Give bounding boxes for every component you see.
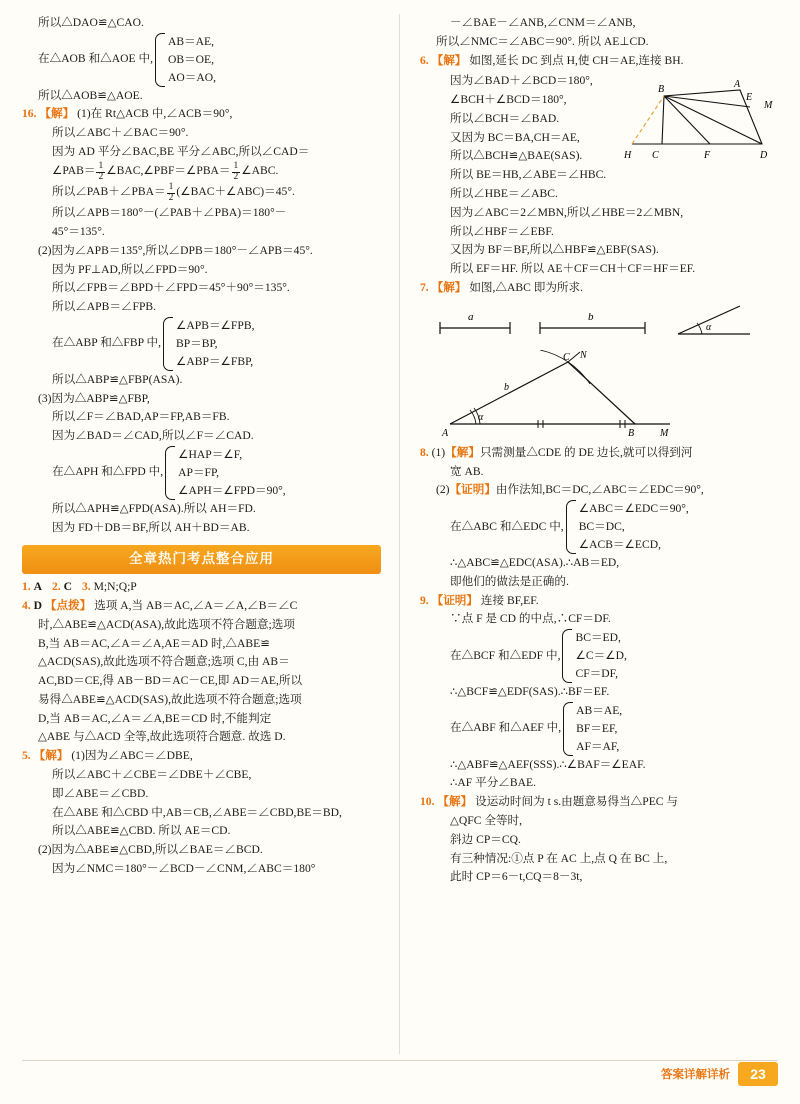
solution-tag: 【解】 bbox=[445, 445, 480, 459]
question-9 bbox=[420, 592, 778, 611]
text-line: AB＝AE, bbox=[576, 703, 623, 717]
text-line: 如图,△ABC 即为所求. bbox=[469, 280, 584, 294]
text-line: 所以∠NMC＝∠ABC＝90°. 所以 AE⊥CD. bbox=[436, 34, 649, 48]
footer-label: 答案详解详析 bbox=[661, 1069, 730, 1081]
text-line: 所以△ABP≌△FBP(ASA). bbox=[52, 372, 183, 386]
text-line: 易得△ABE≌△ACD(SAS),故此选项不符合题意;选项 bbox=[38, 692, 302, 706]
text-line: 所以△BCH≌△BAE(SAS). bbox=[450, 149, 583, 163]
left-brace bbox=[563, 702, 573, 756]
left-brace bbox=[562, 629, 572, 683]
brace-group bbox=[165, 446, 286, 500]
text-line: 所以∠ABC＋∠CBE＝∠DBE＋∠CBE, bbox=[52, 768, 252, 782]
answers-row bbox=[22, 578, 381, 597]
figure-q7-construction bbox=[420, 350, 760, 442]
text-line: (2)因为△ABE≌△CBD,所以∠BAE＝∠BCD. bbox=[38, 843, 263, 857]
text-line: 在△ABC 和△EDC 中, bbox=[450, 519, 564, 533]
left-brace bbox=[566, 500, 576, 554]
text-line: AP＝FP, bbox=[178, 465, 220, 479]
text-line: 所以△DAO≌△CAO. bbox=[38, 16, 144, 29]
system-line bbox=[420, 500, 778, 554]
text-line: ∠C＝∠D, bbox=[575, 649, 627, 663]
question-number: 7. bbox=[420, 280, 429, 294]
text-line: 所以∠F＝∠BAD,AP＝FP,AB＝FB. bbox=[52, 410, 230, 424]
answer-1: 1. A bbox=[22, 580, 42, 594]
text-line: 因为 FD＋DB＝BF,所以 AH＋BD＝AB. bbox=[52, 520, 250, 534]
text-line: －∠BAE－∠ANB,∠CNM＝∠ANB, bbox=[450, 16, 636, 29]
text-line: AF＝AF, bbox=[576, 739, 620, 753]
text-line: BF＝EF, bbox=[576, 721, 618, 735]
text-line: AO＝AO, bbox=[167, 70, 216, 84]
question-16 bbox=[22, 105, 381, 124]
text-line: ∵点 F 是 CD 的中点,∴CF＝DF. bbox=[450, 612, 611, 626]
text-line: ∴AF 平分∠BAE. bbox=[450, 776, 536, 790]
text-line: 因为∠NMC＝180°－∠BCD－∠CNM,∠ABC＝180° bbox=[52, 861, 316, 875]
solution-tag: 【解】 bbox=[431, 53, 467, 67]
text-line-fraction bbox=[22, 183, 381, 204]
brace-group bbox=[155, 33, 216, 87]
fraction-one-half: $\frac{1}{2}$ bbox=[233, 161, 239, 183]
page-number: 23 bbox=[738, 1062, 778, 1086]
text-line: ∠ABC＝∠EDC＝90°, bbox=[578, 502, 689, 516]
text-line: CF＝DF, bbox=[575, 667, 619, 681]
text-line: 即∠ABE＝∠CBD. bbox=[52, 786, 149, 800]
question-4 bbox=[22, 597, 381, 616]
text-line: ∠APB＝∠FPB, bbox=[176, 318, 255, 332]
left-brace bbox=[163, 317, 173, 371]
hint-tag: 【点拨】 bbox=[44, 599, 92, 613]
text-line: △ABE 与△ACD 全等,故此选项符合题意. 故选 D. bbox=[38, 730, 286, 744]
system-line bbox=[22, 33, 381, 87]
text-line: OB＝OE, bbox=[167, 52, 215, 66]
text-line: 时,△ABE≌△ACD(ASA),故此选项不符合题意;选项 bbox=[38, 617, 295, 631]
svg-text:α: α bbox=[478, 411, 484, 423]
frac-line-prefix: ∠PAB＝ bbox=[52, 163, 96, 177]
svg-text:A: A bbox=[734, 79, 741, 91]
question-number: 6. bbox=[420, 53, 429, 67]
text-line: 斜边 CP＝CQ. bbox=[450, 832, 521, 846]
text-line: ∴△BCF≌△EDF(SAS).∴BF＝EF. bbox=[450, 685, 610, 698]
brace-group bbox=[562, 629, 626, 683]
frac-line-suffix: ∠ABC. bbox=[241, 163, 279, 177]
text-line: (1)因为∠ABC＝∠DBE, bbox=[71, 749, 193, 763]
question-7 bbox=[420, 279, 778, 298]
text-line: 在△BCF 和△EDF 中, bbox=[450, 648, 561, 662]
proof-tag: 【证明】 bbox=[431, 593, 478, 607]
text-line: 45°＝135°. bbox=[52, 224, 105, 238]
svg-text:C: C bbox=[652, 150, 659, 162]
text-line-prefix: (1) bbox=[431, 445, 446, 459]
text-line: 在△ABF 和△AEF 中, bbox=[450, 721, 562, 735]
left-brace bbox=[165, 446, 175, 500]
left-column bbox=[22, 14, 400, 1054]
text-line: 连接 BF,EF. bbox=[480, 593, 539, 607]
brace-group bbox=[566, 500, 689, 554]
text-line: 设运动时间为 t s.由题意易得当△PEC 与 bbox=[475, 795, 679, 809]
text-line: ∠ABP＝∠FBP, bbox=[176, 354, 254, 368]
text-line: 因为∠ABC＝2∠MBN,所以∠HBE＝2∠MBN, bbox=[450, 205, 684, 219]
left-brace bbox=[155, 33, 165, 87]
text-line: (3)因为△ABP≌△FBP, bbox=[38, 391, 150, 405]
svg-text:M: M bbox=[764, 100, 773, 112]
answer-choice: D bbox=[33, 599, 42, 613]
text-line: BC＝ED, bbox=[575, 631, 621, 645]
text-line: BC＝DC, bbox=[578, 520, 625, 534]
text-line: (2)【证明】由作法知,BC＝DC,∠ABC＝∠EDC＝90°, bbox=[436, 483, 704, 497]
text-line: 宽 AB. bbox=[450, 464, 484, 478]
question-number: 5. bbox=[22, 749, 31, 763]
question-number: 16. bbox=[22, 107, 37, 121]
text-line: 所以∠ABC＋∠BAC＝90°. bbox=[52, 126, 189, 140]
text-line: 又因为 BC＝BA,CH＝AE, bbox=[450, 130, 580, 144]
figure-q7-segments bbox=[420, 300, 760, 348]
solution-tag: 【解】 bbox=[39, 107, 75, 121]
svg-text:H: H bbox=[624, 150, 632, 162]
svg-text:b: b bbox=[504, 381, 509, 393]
answer-3: 3. M;N;Q;P bbox=[81, 580, 137, 594]
svg-text:D: D bbox=[760, 150, 768, 162]
proof-tag: 【证明】 bbox=[449, 483, 496, 497]
system-line bbox=[420, 702, 778, 756]
right-column bbox=[400, 14, 778, 1054]
text-line: 在△APH 和△FPD 中, bbox=[52, 465, 164, 479]
svg-text:M: M bbox=[660, 427, 669, 439]
text-line: BP＝BP, bbox=[176, 336, 218, 350]
svg-text:a: a bbox=[468, 310, 474, 323]
fraction-one-half: $\frac{1}{2}$ bbox=[168, 182, 174, 204]
text-line: (1)在 Rt△ACB 中,∠ACB＝90°, bbox=[77, 107, 233, 121]
system-line bbox=[22, 446, 381, 500]
solution-tag: 【解】 bbox=[33, 749, 69, 763]
text-line: 所以∠HBE＝∠ABC. bbox=[450, 187, 558, 201]
solution-tag: 【解】 bbox=[431, 280, 467, 294]
text-line: 又因为 BF＝BF,所以△HBF≌△EBF(SAS). bbox=[450, 243, 659, 257]
svg-text:F: F bbox=[704, 150, 711, 162]
question-number: 10. bbox=[420, 795, 435, 809]
figure-q6 bbox=[622, 74, 782, 184]
text-line: △ACD(SAS),故此选项不符合题意;选项 C,由 AB＝ bbox=[38, 655, 290, 669]
text-line: B,当 AB＝AC,∠A＝∠A,AE＝AD 时,△ABE≌ bbox=[38, 636, 270, 650]
text-line: △QFC 全等时, bbox=[450, 814, 523, 828]
question-5 bbox=[22, 747, 381, 766]
text-line: (2)因为∠APB＝135°,所以∠DPB＝180°－∠APB＝45°. bbox=[38, 243, 313, 257]
text-line: 所以∠FPB＝∠BPD＋∠FPD＝45°＋90°＝135°. bbox=[52, 281, 290, 295]
text-line: 有三种情况:①点 P 在 AC 上,点 Q 在 BC 上, bbox=[450, 851, 668, 865]
svg-text:α: α bbox=[706, 321, 712, 333]
brace-group bbox=[163, 317, 254, 371]
question-10 bbox=[420, 793, 778, 812]
question-8 bbox=[420, 444, 778, 463]
frac-line-prefix: 所以∠PAB＋∠PBA＝ bbox=[52, 185, 166, 198]
answer-2: 2. C bbox=[51, 580, 72, 594]
text-line: 此时 CP＝6－t,CQ＝8－3t, bbox=[450, 870, 583, 884]
text-line: 所以△ABE≌△CBD. 所以 AE＝CD. bbox=[52, 824, 231, 838]
svg-text:A: A bbox=[442, 427, 449, 439]
text-line: 所以∠HBF＝∠EBF. bbox=[450, 224, 554, 238]
question-number: 8. bbox=[420, 445, 429, 459]
text-line: 因为∠BAD＋∠BCD＝180°, bbox=[450, 74, 593, 88]
text-line: 所以∠APB＝∠FPB. bbox=[52, 300, 157, 314]
svg-text:E: E bbox=[746, 92, 753, 104]
text-line: 选项 A,当 AB＝AC,∠A＝∠A,∠B＝∠C bbox=[94, 599, 298, 613]
text-line: AC,BD＝CE,得 AB－BD＝AC－CE,即 AD＝AE,所以 bbox=[38, 674, 303, 688]
text-line: ∴△ABF≌△AEF(SSS).∴∠BAF＝∠EAF. bbox=[450, 757, 646, 771]
question-6 bbox=[420, 52, 778, 71]
text-line: 在△AOB 和△AOE 中, bbox=[38, 52, 153, 66]
two-column-layout bbox=[22, 14, 778, 1054]
question-number: 4. bbox=[22, 599, 31, 613]
text-line: 因为 AD 平分∠BAC,BE 平分∠ABC,所以∠CAD＝ bbox=[52, 145, 310, 159]
svg-text:b: b bbox=[588, 310, 594, 323]
text-line: ∠APH＝∠FPD＝90°, bbox=[178, 483, 286, 497]
text-line: ∠BCH＋∠BCD＝180°, bbox=[450, 93, 567, 107]
brace-group bbox=[563, 702, 622, 756]
footer-divider bbox=[22, 1060, 778, 1061]
text-line: 所以∠APB＝180°－(∠PAB＋∠PBA)＝180°－ bbox=[52, 206, 287, 220]
text-line: ∴△ABC≌△EDC(ASA).∴AB＝ED, bbox=[450, 555, 620, 569]
text-line: 如图,延长 DC 到点 H,使 CH＝AE,连接 BH. bbox=[469, 53, 684, 67]
system-line bbox=[420, 629, 778, 683]
section-banner: 全章热门考点整合应用 bbox=[22, 545, 381, 574]
frac-line-mid: ∠BAC,∠PBF＝∠PBA＝ bbox=[106, 163, 231, 177]
text-line: 只需测量△CDE 的 DE 边长,就可以得到河 bbox=[479, 445, 693, 459]
fraction-one-half: $\frac{1}{2}$ bbox=[98, 161, 104, 183]
page-footer bbox=[0, 1060, 800, 1090]
svg-text:C: C bbox=[563, 351, 570, 363]
figure-q7-segments-wrapper bbox=[420, 300, 778, 348]
svg-text:B: B bbox=[658, 84, 665, 96]
text-line: 即他们的做法是正确的. bbox=[450, 574, 569, 588]
text-line: 在△ABE 和△CBD 中,AB＝CB,∠ABE＝∠CBD,BE＝BD, bbox=[52, 805, 342, 819]
text-line: ∠ACB＝∠ECD, bbox=[578, 538, 662, 551]
frac-line-suffix: (∠BAC＋∠ABC)＝45°. bbox=[176, 185, 295, 198]
text-line: 所以△APH≌△FPD(ASA).所以 AH＝FD. bbox=[52, 501, 256, 515]
system-line bbox=[22, 317, 381, 371]
question-number: 9. bbox=[420, 593, 429, 607]
text-line: 所以 EF＝HF. 所以 AE＋CF＝CH＋CF＝HF＝EF. bbox=[450, 262, 696, 276]
text-line-fraction bbox=[22, 162, 381, 183]
text-line: AB＝AE, bbox=[167, 34, 215, 48]
text-line: 在△ABP 和△FBP 中, bbox=[52, 336, 161, 350]
text-line: 所以 BE＝HB,∠ABE＝∠HBC. bbox=[450, 168, 607, 182]
text-line: 所以△AOB≌△AOE. bbox=[38, 88, 143, 102]
solution-tag: 【解】 bbox=[437, 795, 473, 809]
text-line: 所以∠BCH＝∠BAD. bbox=[450, 111, 560, 125]
figure-q7-construction-wrapper bbox=[420, 350, 778, 442]
svg-text:N: N bbox=[580, 349, 587, 361]
text-line: ∠HAP＝∠F, bbox=[178, 447, 243, 461]
text-line: D,当 AB＝AC,∠A＝∠A,BE＝CD 时,不能判定 bbox=[38, 711, 272, 725]
text-line: 因为 PF⊥AD,所以∠FPD＝90°. bbox=[52, 262, 208, 276]
svg-text:B: B bbox=[628, 427, 635, 439]
text-line: 因为∠BAD＝∠CAD,所以∠F＝∠CAD. bbox=[52, 429, 254, 443]
